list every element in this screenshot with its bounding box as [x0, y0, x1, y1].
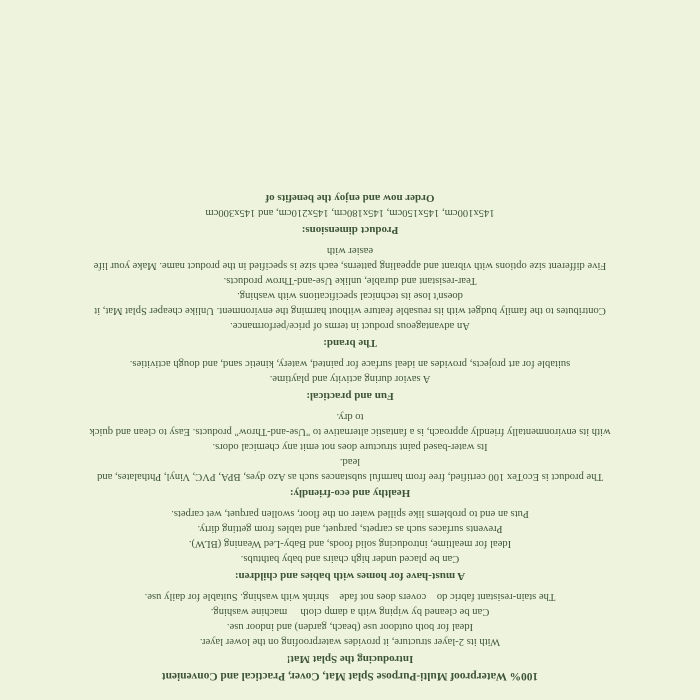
section-line: The stain-resistant fabric do covers does not fade shrink with washing. Suitable for daily use.: [144, 591, 556, 603]
section-line: Prevents surfaces such as carpets, parquet, and tables from getting dirty.: [197, 523, 503, 535]
section-line: A savior during activity and playtime.: [269, 372, 431, 384]
section-heading: Healthy and eco-friendly:: [289, 487, 411, 500]
section-heading: The brand:: [323, 336, 377, 349]
section-line: with its environmentally friendly approach, is a fantastic alternative to "Use-and-Throw" products. Easy to clean and quick to dry.: [89, 410, 611, 437]
section-line: Can be placed under high chairs and baby bathtubs.: [240, 553, 460, 565]
footer-line: 145x100cm, 145x150cm, 145x180cm, 145x210cm, and 145x300cm: [205, 207, 495, 219]
page-title: 100% Waterproof Multi-Purpose Splat Mat, Cover, Practical and Convenient: [161, 670, 539, 682]
section-line: Ideal for both outdoor use (beach, garden) and indoor use.: [226, 621, 474, 633]
section-line: With its 2-layer structure, it provides waterproofing on the lower layer.: [199, 636, 501, 648]
section-heading: Fun and practical:: [306, 389, 394, 402]
section-line: suitable for art projects, provides an ideal surface for painted, watery, kinetic sand, and dough activities.: [129, 357, 571, 369]
section-line: Its water-based paint structure does not emit any chemical odors.: [212, 440, 488, 452]
section-brand: [86, 243, 614, 350]
section-introducing: [86, 589, 614, 666]
footer-call-to-action: Order now and enjoy the benefits of: [265, 192, 435, 205]
section-healthy-eco: [86, 409, 614, 501]
section-line: The product is EcoTex 100 certified, free from harmful substances such as Azo dyes, BPA, PVC, Vinyl, Phthalates, and lead.: [97, 455, 603, 482]
section-line: Tear-resistant and durable, unlike Use-and-Throw products.: [223, 275, 477, 287]
section-line: Contributes to the family budget with its reusable feature without harming the environment. Unlike cheaper Splat Mat, it doesn't lose its technical specifications with washing.: [94, 290, 606, 317]
section-line: Ideal for mealtime, introducing solid foods, and Baby-Led Weaning (BLW).: [188, 538, 512, 550]
section-line: Five different size options with vibrant and appealing patterns, each size is specified in the product name. Make your life easier with: [93, 245, 607, 272]
footer-heading: Product dimensions:: [301, 224, 399, 237]
section-product-dimensions: [86, 190, 614, 237]
section-fun-practical: [86, 356, 614, 403]
section-heading: A must-have for homes with babies and children:: [234, 570, 466, 583]
section-must-have: [86, 506, 614, 583]
section-heading: Introducing the Splat Mat!: [286, 652, 414, 665]
section-line: An advantageous product in terms of price/performance.: [230, 320, 470, 332]
section-line: Can be cleaned by wiping with a damp cloth machine washing.: [210, 606, 490, 618]
section-line: Puts an end to problems like spilled water on the floor, swollen parquet, wet carpets.: [171, 508, 529, 520]
